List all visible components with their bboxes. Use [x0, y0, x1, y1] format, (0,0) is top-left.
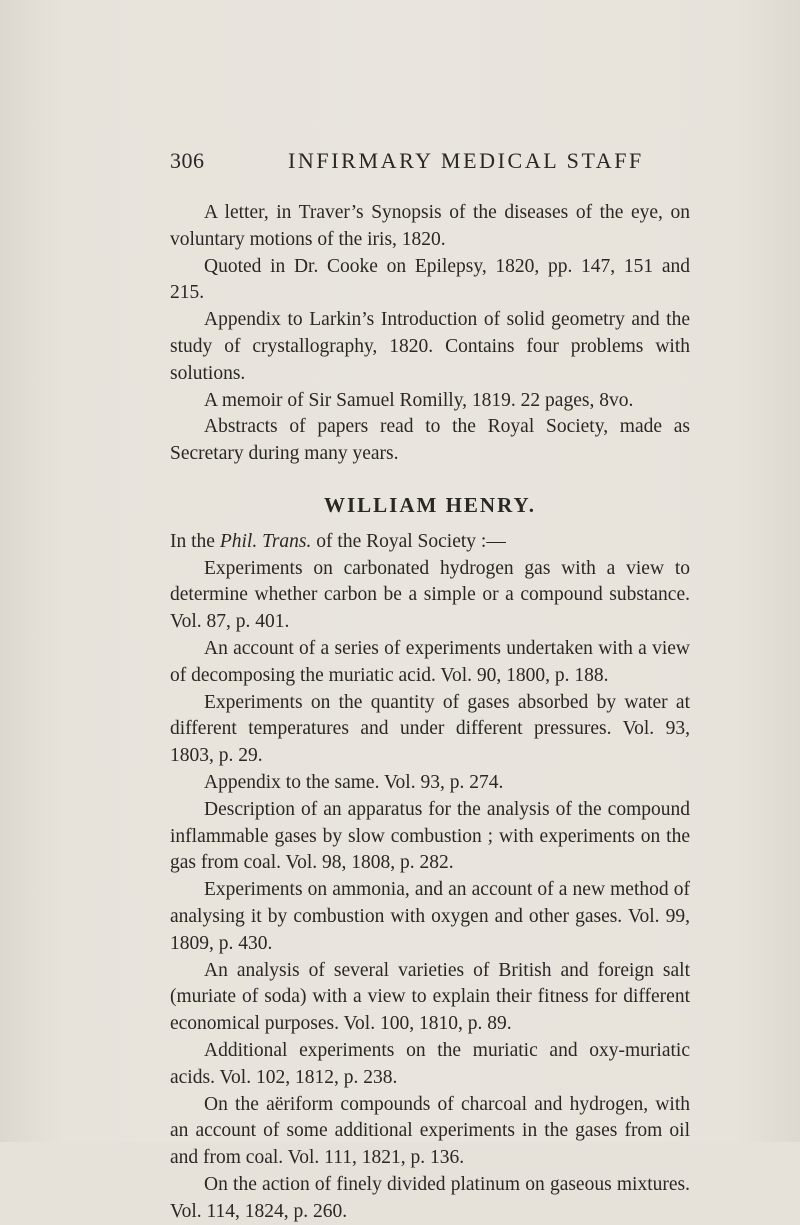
- running-title: INFIRMARY MEDICAL STAFF: [288, 148, 644, 173]
- bibliography-entry: Description of an apparatus for the analysis of the compound inflammable gases by slow combustion ; with experiments on the gas from coal. Vol. 98, 1808, p. 282.: [170, 798, 690, 874]
- bibliography-entry: Appendix to Larkin’s Introduction of solid geometry and the study of crystallography, 1820. Contains four problems with solutions.: [170, 309, 690, 384]
- bibliography-entry: An analysis of several varieties of British and foreign salt (muriate of soda) with a view to explain their fitness for different economical purposes. Vol. 100, 1810, p. 89.: [170, 959, 690, 1035]
- page-body: [170, 200, 690, 1225]
- bibliography-entry: Abstracts of papers read to the Royal Society, made as Secretary during many years.: [170, 416, 690, 465]
- bibliography-entry: A memoir of Sir Samuel Romilly, 1819. 22 pages, 8vo.: [204, 389, 634, 411]
- intro-suffix: of the Royal Society :—: [311, 530, 506, 552]
- bibliography-entry: Experiments on the quantity of gases absorbed by water at different temperatures and under different pressures. Vol. 93, 1803, p. 29.: [170, 691, 690, 767]
- section-intro: [170, 529, 690, 556]
- section-heading: WILLIAM HENRY.: [323, 492, 537, 517]
- bibliography-entry: Experiments on ammonia, and an account of a new method of analysing it by combustion with oxygen and other gases. Vol. 99, 1809, p. 430.: [170, 879, 690, 954]
- bibliography-entry: A letter, in Traver’s Synopsis of the diseases of the eye, on voluntary motions of the iris, 1820.: [170, 202, 690, 250]
- bibliography-entry: Appendix to the same. Vol. 93, p. 274.: [204, 771, 504, 793]
- journal-title: Phil. Trans.: [219, 530, 312, 552]
- bibliography-entry: On the aëriform compounds of charcoal and hydrogen, with an account of some additional experiments in the gases from oil and from coal. Vol. 111, 1821, p. 136.: [170, 1093, 690, 1169]
- intro-prefix: In the: [170, 530, 220, 552]
- bibliography-entry: Experiments on carbonated hydrogen gas with a view to determine whether carbon be a simple or a compound substance. Vol. 87, p. 401.: [170, 557, 690, 633]
- bibliography-entry: Quoted in Dr. Cooke on Epilepsy, 1820, pp. 147, 151 and 215.: [170, 255, 690, 304]
- page-header: [170, 148, 690, 178]
- bibliography-entry: Additional experiments on the muriatic and oxy-muriatic acids. Vol. 102, 1812, p. 238.: [170, 1039, 690, 1088]
- page-number: 306: [170, 148, 205, 173]
- bibliography-entry: An account of a series of experiments undertaken with a view of decomposing the muriatic acid. Vol. 90, 1800, p. 188.: [170, 637, 690, 686]
- bibliography-entry: On the action of finely divided platinum on gaseous mixtures. Vol. 114, 1824, p. 260.: [170, 1173, 690, 1222]
